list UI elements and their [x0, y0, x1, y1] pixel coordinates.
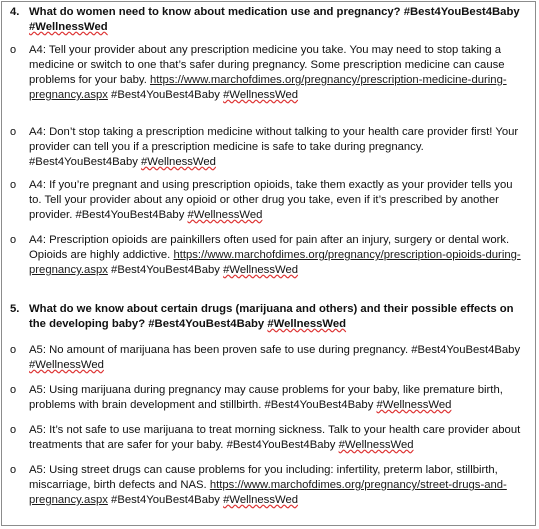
question-number: 4.: [10, 6, 20, 18]
answer-5-4: [10, 463, 525, 508]
hashtag: #WellnessWed: [267, 318, 347, 330]
answer-text: A5: No amount of marijuana has been proven safe to use during pregnancy. #Best4YouBest4Baby: [29, 344, 521, 356]
answer-text: A4: Don’t stop taking a prescription medicine without talking to your health care provider first! Your provider can tell you if a prescription medicine is safe to take during pregnancy. #Best4YouBest4Baby: [29, 126, 519, 168]
answer-tail: #Best4YouBest4Baby: [107, 89, 224, 101]
question-number: 5.: [10, 303, 20, 315]
hashtag: #WellnessWed: [187, 209, 263, 221]
answer-tail: #Best4YouBest4Baby: [107, 494, 224, 506]
question-text: What do women need to know about medication use and pregnancy? #Best4YouBest4Baby: [29, 6, 520, 18]
bullet-icon: o: [10, 179, 17, 191]
answer-text: A5: Using street drugs can cause problems for you including: infertility, preterm labor, stillbirth, miscarriage, birth defects and NAS.: [29, 464, 498, 491]
answer-4-3: [10, 178, 525, 223]
answer-tail: #Best4YouBest4Baby: [107, 264, 224, 276]
answer-link[interactable]: https://www.marchofdimes.org/pregnancy/prescription-medicine-during-pregnancy.aspx: [29, 74, 507, 101]
answer-text: A4: If you’re pregnant and using prescription opioids, take them exactly as your provider tells you to. Tell your provider about any opioid or other drug you take, even if it’s prescribed by another provider. #Best4YouBest4Baby: [29, 179, 513, 221]
answer-text: A5: It’s not safe to use marijuana to treat morning sickness. Talk to your health care provider about treatments that are safer for your baby. #Best4YouBest4Baby: [29, 424, 521, 451]
bullet-icon: o: [10, 234, 17, 246]
hashtag: #WellnessWed: [223, 264, 299, 276]
answer-text: A5: Using marijuana during pregnancy may cause problems for your baby, like premature birth, problems with brain development and stillbirth. #Best4YouBest4Baby: [29, 384, 503, 411]
answer-4-1: [10, 43, 525, 103]
answer-5-3: [10, 423, 525, 453]
answer-text: A4: Prescription opioids are painkillers often used for pain after an injury, surgery or dental work. Opioids are highly addictive.: [29, 234, 510, 261]
hashtag: #WellnessWed: [376, 399, 452, 411]
answer-4-2: [10, 125, 525, 170]
bullet-icon: o: [10, 126, 17, 138]
hashtag: #WellnessWed: [338, 439, 414, 451]
hashtag: #WellnessWed: [223, 494, 299, 506]
answer-5-2: [10, 383, 525, 413]
bullet-icon: o: [10, 44, 17, 56]
hashtag: #WellnessWed: [29, 359, 104, 371]
question-text: What do we know about certain drugs (marijuana and others) and their possible effects on the developing baby? #Best4YouBest4Baby: [29, 303, 514, 330]
bullet-icon: o: [10, 424, 17, 436]
bullet-icon: o: [10, 344, 17, 356]
bullet-icon: o: [10, 464, 17, 476]
hashtag: #WellnessWed: [29, 21, 108, 33]
question-5: [10, 302, 525, 332]
answer-link[interactable]: https://www.marchofdimes.org/pregnancy/street-drugs-and-pregnancy.aspx: [29, 479, 507, 506]
hashtag: #WellnessWed: [141, 156, 216, 168]
bullet-icon: o: [10, 384, 17, 396]
answer-text: A4: Tell your provider about any prescription medicine you take. You may need to stop taking a medicine or switch to one that’s safer during pregnancy. Some prescription medicine can cause problems for your baby.: [29, 44, 505, 86]
answer-link[interactable]: https://www.marchofdimes.org/pregnancy/prescription-opioids-during-pregnancy.aspx: [29, 249, 521, 276]
answer-5-1: [10, 343, 525, 373]
answer-4-4: [10, 233, 525, 278]
question-4: [10, 5, 525, 35]
hashtag: #WellnessWed: [223, 89, 299, 101]
